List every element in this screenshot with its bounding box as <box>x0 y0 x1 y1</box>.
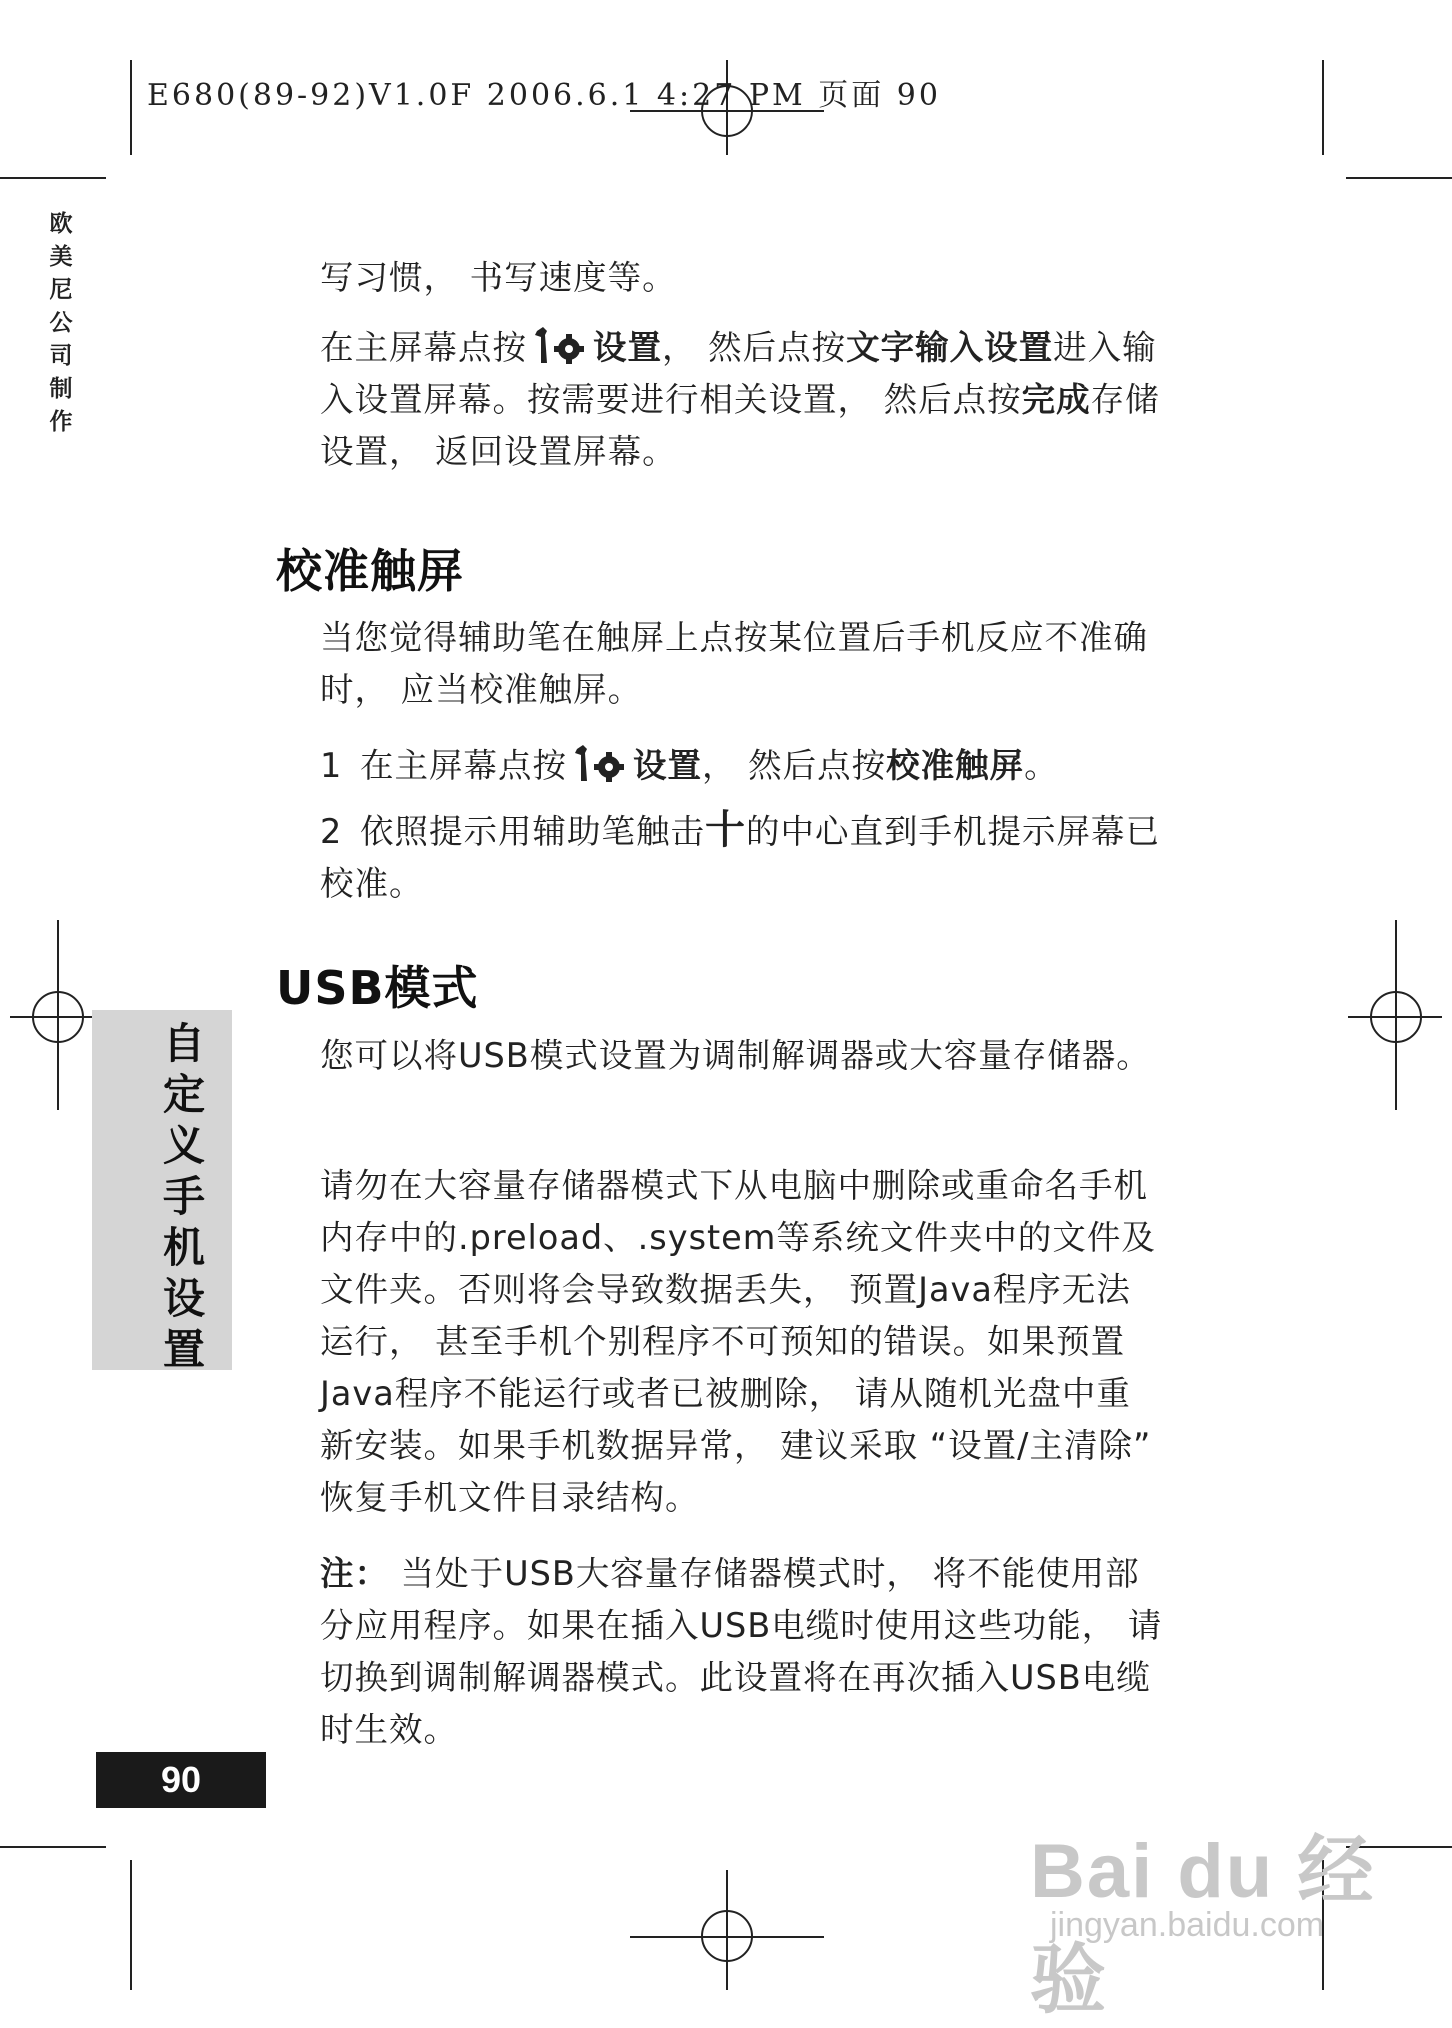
section-heading-calibrate: 校准触屏 <box>276 544 464 598</box>
chapter-tab-char: 义 <box>162 1121 205 1170</box>
watermark-logo: Bai du 经验 <box>1030 1829 1376 2023</box>
side-credit-char: 公 <box>49 310 73 336</box>
side-credit-char: 欧 <box>49 211 73 237</box>
crosshair-symbol: 十 <box>705 807 746 853</box>
section1-intro: 当您觉得辅助笔在触屏上点按某位置后手机反应不准确时， 应当校准触屏。 <box>320 618 1148 709</box>
print-header: E680(89-92)V1.0F 2006.6.1 4:27 PM 页面 90 <box>147 78 941 113</box>
text-bold: 文字输入设置 <box>846 328 1054 367</box>
step-2 <box>320 804 1165 910</box>
paragraph-text: 写习惯， 书写速度等。 <box>320 258 677 297</box>
chapter-tab-char: 设 <box>162 1274 205 1323</box>
settings-wrench-gear-icon <box>569 743 627 785</box>
text-segment: 在主屏幕点按 <box>320 328 527 367</box>
registration-mark-right <box>1370 991 1422 1043</box>
text-segment: 。 <box>1024 746 1059 785</box>
baidu-jingyan-watermark <box>1030 1810 1452 2028</box>
chapter-tab-char: 手 <box>162 1172 205 1221</box>
settings-wrench-gear-icon <box>529 325 587 367</box>
text-segment: 存储设置， 返回设置屏幕。 <box>320 380 1160 471</box>
side-credit-char: 美 <box>49 244 73 270</box>
section2-intro: 您可以将USB模式设置为调制解调器或大容量存储器。 <box>320 1036 1151 1075</box>
side-credit-char: 制 <box>49 376 73 402</box>
crop-mark-top-left <box>130 60 132 155</box>
crop-mark-top-right-h <box>1346 177 1452 179</box>
crop-mark-bottom-left <box>130 1860 132 1990</box>
chapter-tab-char: 定 <box>162 1070 205 1119</box>
text-segment: 依照提示用辅助笔触击 <box>360 812 705 851</box>
section-heading-usb: USB模式 <box>276 961 479 1015</box>
step-number: 1 <box>320 746 343 785</box>
note-text: 当处于USB大容量存储器模式时， 将不能使用部分应用程序。如果在插入USB电缆时使用这些功能， 请切换到调制解调器模式。此设置将在再次插入USB电缆时生效。 <box>320 1554 1163 1749</box>
text-segment: ， 然后点按 <box>702 746 887 785</box>
text-segment: 进入输入设置屏幕。按需要进行相关设置， 然后点按 <box>320 328 1157 419</box>
text-segment: ， 然后点按 <box>662 328 847 367</box>
paragraph-text-input <box>320 322 1165 478</box>
chapter-tab-label <box>160 1018 208 1375</box>
side-credit-char: 尼 <box>49 277 73 303</box>
chapter-tab-char: 置 <box>162 1325 205 1374</box>
chapter-tab-char: 自 <box>162 1019 205 1068</box>
side-credit-char: 作 <box>49 409 73 435</box>
step-number: 2 <box>320 812 343 851</box>
side-credit-char: 司 <box>49 343 73 369</box>
side-credit <box>46 208 76 439</box>
registration-mark-bottom <box>701 1910 753 1962</box>
crop-mark-top-right <box>1322 60 1324 155</box>
text-bold: 完成 <box>1021 380 1091 419</box>
text-segment: 在主屏幕点按 <box>360 746 567 785</box>
text-segment: 的中心直到手机提示屏幕已校准。 <box>320 812 1160 903</box>
registration-mark-left <box>32 991 84 1043</box>
text-bold: 设置 <box>633 746 702 785</box>
watermark-url: jingyan.baidu.com <box>1050 1906 1325 1944</box>
note-label: 注： <box>320 1554 389 1593</box>
text-bold: 设置 <box>593 328 662 367</box>
usb-note <box>320 1548 1165 1756</box>
page-number: 90 <box>96 1752 266 1808</box>
crop-mark-top-left-h <box>0 177 106 179</box>
crop-mark-bottom-left-h <box>0 1846 106 1848</box>
chapter-tab-char: 机 <box>162 1223 205 1272</box>
paragraph-continuation <box>320 252 1165 304</box>
step-1 <box>320 740 1165 792</box>
text-bold: 校准触屏 <box>886 746 1025 785</box>
usb-warning-paragraph: 请勿在大容量存储器模式下从电脑中删除或重命名手机内存中的.preload、.system等系统文件夹中的文件及文件夹。否则将会导致数据丢失， 预置Java程序无法运行， 甚至手机个别程序不可预知的错误。如果预置Java程序不能运行或者已被删除， 请从随机光盘中重新安装。如果手机数据异常， 建议采取 “设置/主清除” 恢复手机文件目录结构。 <box>320 1166 1156 1517</box>
